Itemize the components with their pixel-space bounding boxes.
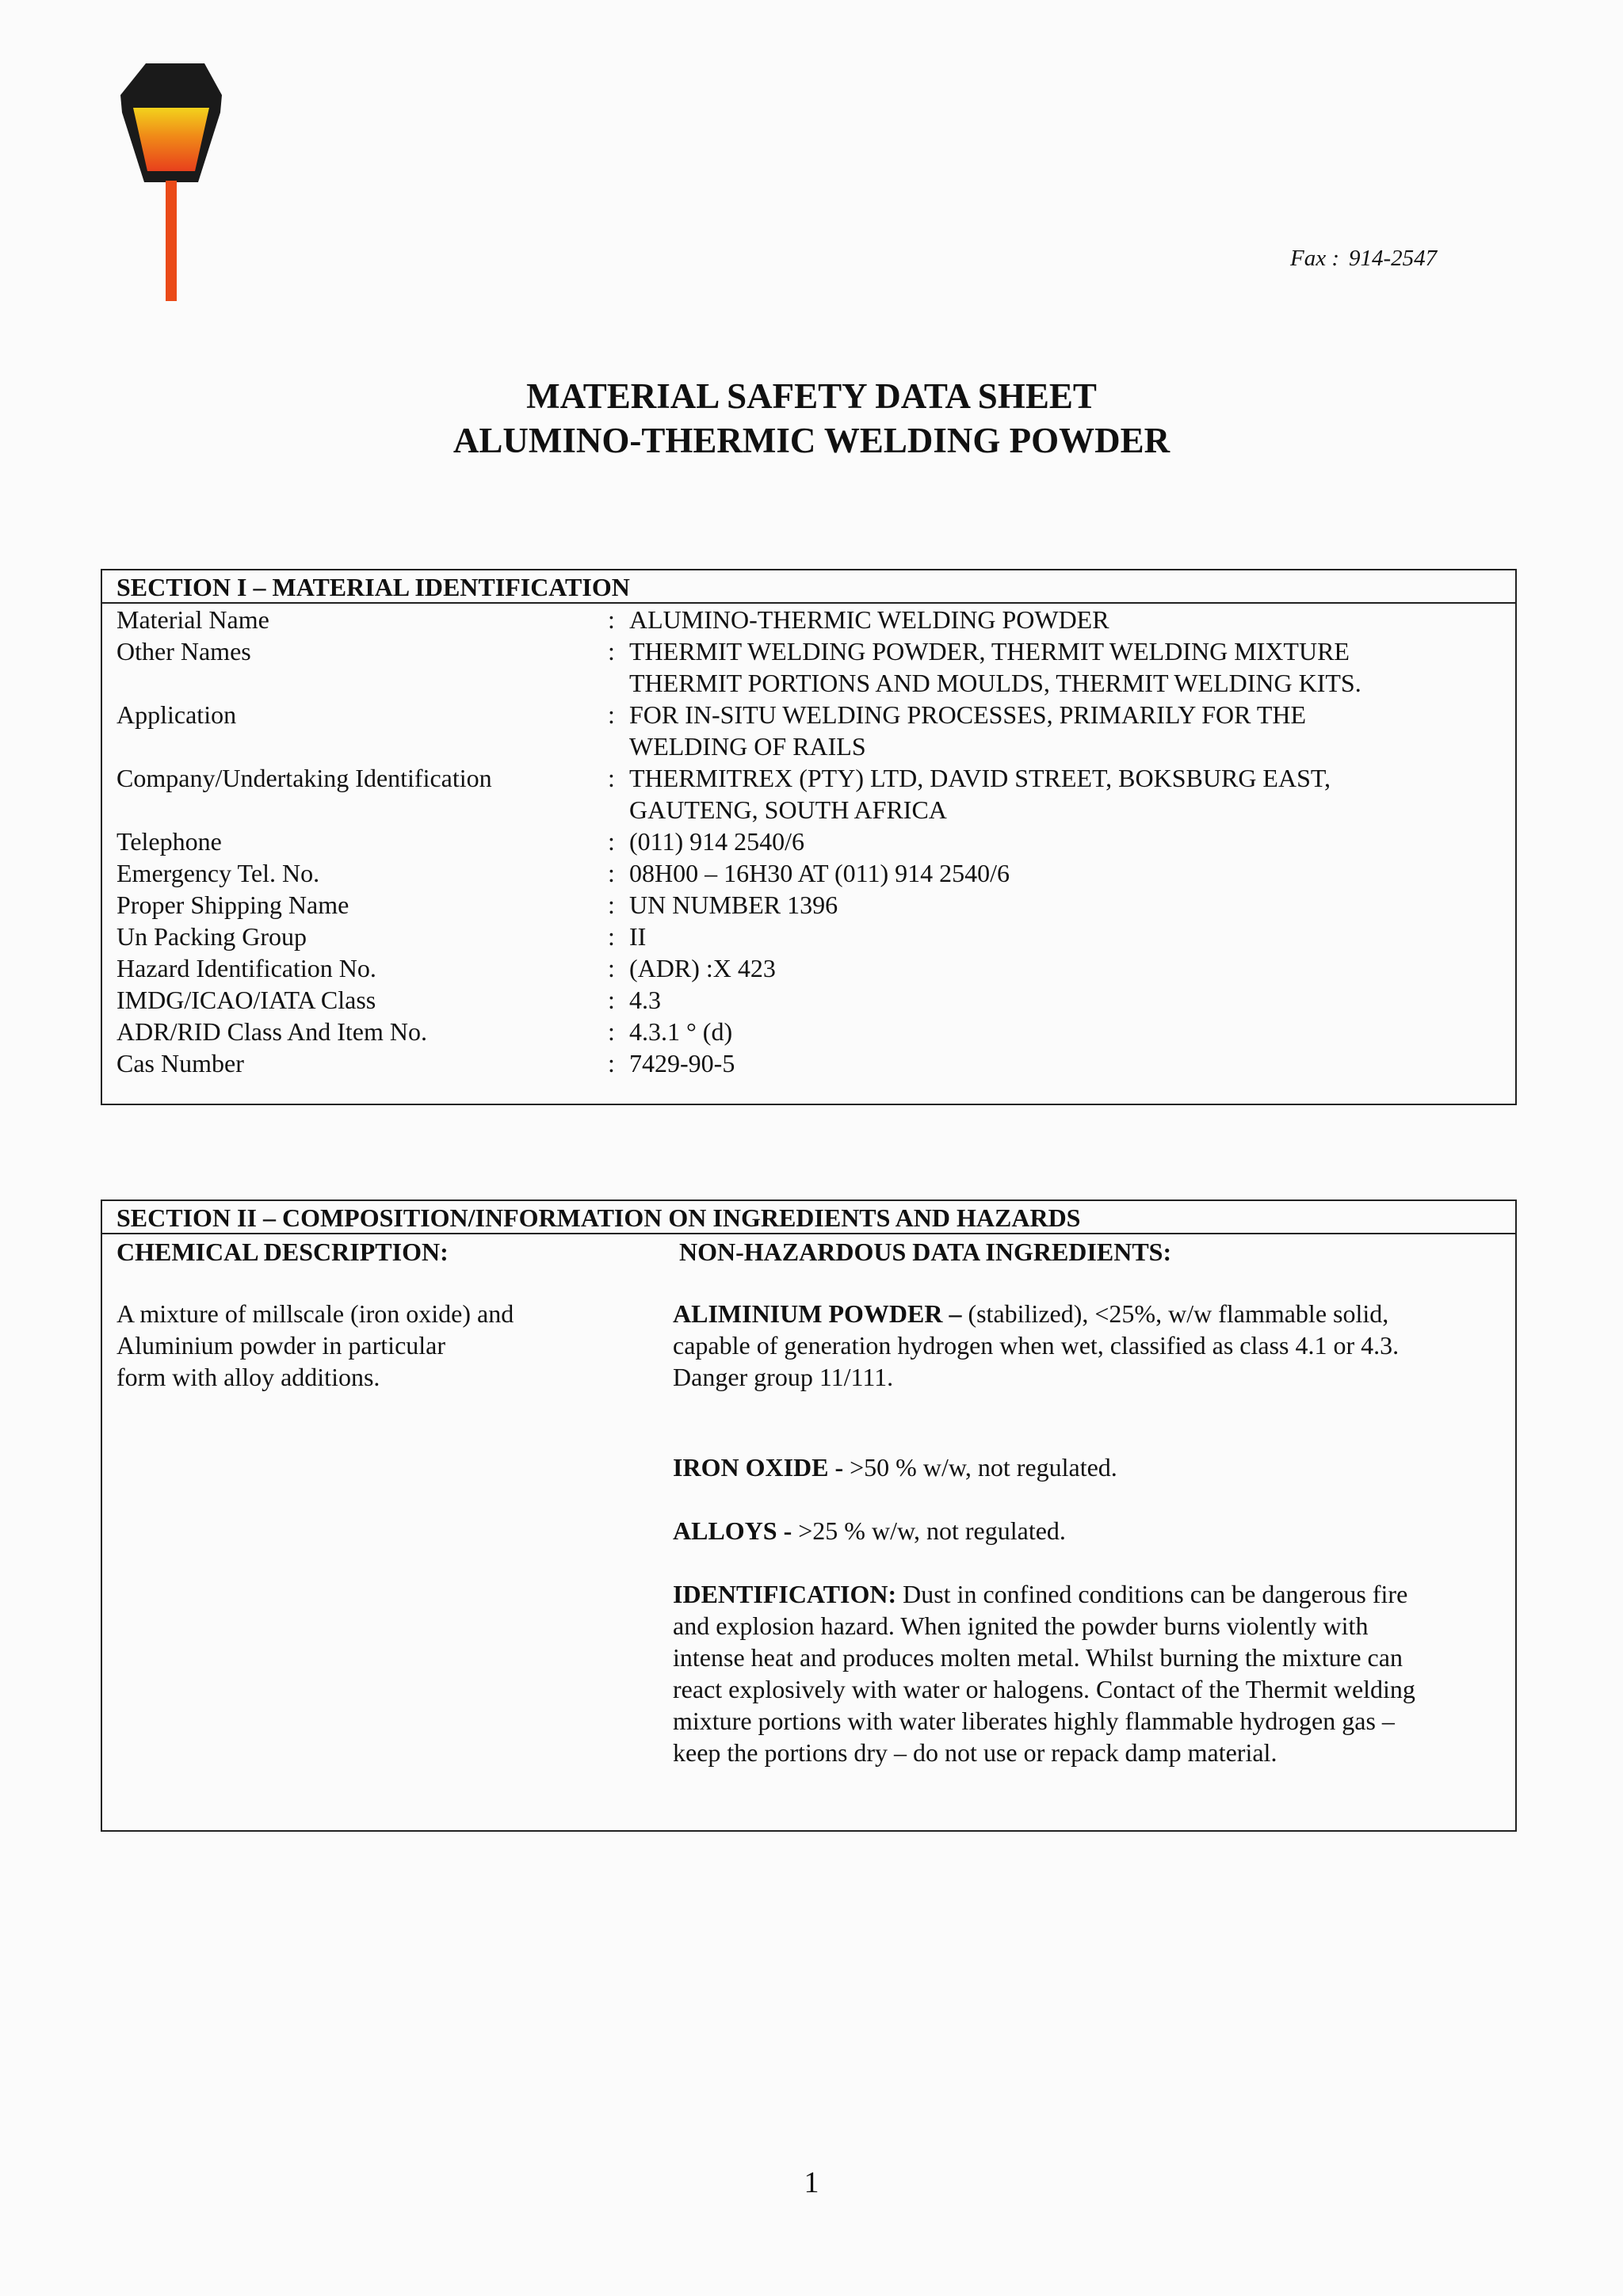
field-colon: : <box>608 637 615 666</box>
text-line: keep the portions dry – do not use or repack damp material. <box>673 1738 1277 1767</box>
field-colon: : <box>608 1017 615 1046</box>
text-line: mixture portions with water liberates highly flammable hydrogen gas – <box>673 1707 1395 1735</box>
field-value: THERMITREX (PTY) LTD, DAVID STREET, BOKSBURG EAST, <box>629 764 1331 792</box>
ingredient-label: ALIMINIUM POWDER – <box>673 1299 962 1328</box>
field-colon: : <box>608 764 615 792</box>
text-line: and explosion hazard. When ignited the powder burns violently with <box>673 1611 1369 1640</box>
field-label: Hazard Identification No. <box>116 954 376 982</box>
company-logo <box>116 62 227 303</box>
field-colon: : <box>608 986 615 1014</box>
field-value: 4.3.1 ° (d) <box>629 1017 733 1046</box>
fax-label: Fax : <box>1290 246 1339 271</box>
non-hazardous-ingredients-heading: NON-HAZARDOUS DATA INGREDIENTS: <box>679 1238 1172 1266</box>
field-value: (011) 914 2540/6 <box>629 827 805 856</box>
field-label: ADR/RID Class And Item No. <box>116 1017 427 1046</box>
page-number: 1 <box>804 2166 819 2199</box>
field-value: II <box>629 922 647 951</box>
field-colon: : <box>608 827 615 856</box>
field-value: ALUMINO-THERMIC WELDING POWDER <box>629 605 1109 634</box>
identification-entry <box>673 1578 1415 1768</box>
aluminium-powder-entry <box>673 1298 1399 1393</box>
field-value: UN NUMBER 1396 <box>629 891 838 919</box>
fax-line <box>1290 246 1437 272</box>
field-value: 7429-90-5 <box>629 1049 735 1077</box>
field-value: FOR IN-SITU WELDING PROCESSES, PRIMARILY FOR THE <box>629 700 1307 729</box>
text-line: A mixture of millscale (iron oxide) and <box>116 1299 514 1328</box>
document-title: MATERIAL SAFETY DATA SHEET <box>526 376 1097 416</box>
iron-oxide-entry <box>673 1451 1117 1483</box>
field-label: Proper Shipping Name <box>116 891 349 919</box>
text-line: react explosively with water or halogens. Contact of the Thermit welding <box>673 1675 1415 1703</box>
text-line: >25 % w/w, not regulated. <box>798 1516 1066 1545</box>
field-colon: : <box>608 859 615 887</box>
field-colon: : <box>608 605 615 634</box>
ingredient-label: ALLOYS - <box>673 1516 799 1545</box>
field-label: Material Name <box>116 605 269 634</box>
field-label: IMDG/ICAO/IATA Class <box>116 986 376 1014</box>
field-value-continued: THERMIT PORTIONS AND MOULDS, THERMIT WELDING KITS. <box>629 669 1361 697</box>
ingredient-label: IDENTIFICATION: <box>673 1580 897 1608</box>
field-label: Telephone <box>116 827 222 856</box>
text-line: intense heat and produces molten metal. Whilst burning the mixture can <box>673 1643 1403 1672</box>
field-label: Other Names <box>116 637 251 666</box>
text-line: (stabilized), <25%, w/w flammable solid, <box>961 1299 1389 1328</box>
field-colon: : <box>608 954 615 982</box>
field-colon: : <box>608 891 615 919</box>
text-line: capable of generation hydrogen when wet, classified as class 4.1 or 4.3. <box>673 1331 1400 1360</box>
field-label: Application <box>116 700 237 729</box>
field-value: THERMIT WELDING POWDER, THERMIT WELDING MIXTURE <box>629 637 1350 666</box>
ingredient-label: IRON OXIDE - <box>673 1453 850 1482</box>
chemical-description-text <box>116 1298 514 1393</box>
field-label: Un Packing Group <box>116 922 307 951</box>
document-subtitle: ALUMINO-THERMIC WELDING POWDER <box>453 421 1170 460</box>
text-line: Danger group 11/111. <box>673 1363 894 1391</box>
field-label: Company/Undertaking Identification <box>116 764 492 792</box>
text-line: form with alloy additions. <box>116 1363 380 1391</box>
field-value: 4.3 <box>629 986 661 1014</box>
field-value: (ADR) :X 423 <box>629 954 776 982</box>
section-2-composition <box>101 1199 1517 1832</box>
field-label: Emergency Tel. No. <box>116 859 320 887</box>
field-value-continued: WELDING OF RAILS <box>629 732 866 761</box>
text-line: Aluminium powder in particular <box>116 1331 446 1360</box>
alloys-entry <box>673 1515 1066 1547</box>
field-value-continued: GAUTENG, SOUTH AFRICA <box>629 795 947 824</box>
fax-number: 914-2547 <box>1349 246 1438 271</box>
field-colon: : <box>608 700 615 729</box>
chemical-description-heading: CHEMICAL DESCRIPTION: <box>116 1238 449 1266</box>
text-line: >50 % w/w, not regulated. <box>850 1453 1117 1482</box>
field-value: 08H00 – 16H30 AT (011) 914 2540/6 <box>629 859 1010 887</box>
section-1-heading: SECTION I – MATERIAL IDENTIFICATION <box>102 570 1515 604</box>
field-label: Cas Number <box>116 1049 244 1077</box>
text-line: Dust in confined conditions can be dangerous fire <box>896 1580 1408 1608</box>
section-2-heading: SECTION II – COMPOSITION/INFORMATION ON INGREDIENTS AND HAZARDS <box>102 1201 1515 1234</box>
field-colon: : <box>608 1049 615 1077</box>
field-colon: : <box>608 922 615 951</box>
section-1-material-identification <box>101 569 1517 1105</box>
